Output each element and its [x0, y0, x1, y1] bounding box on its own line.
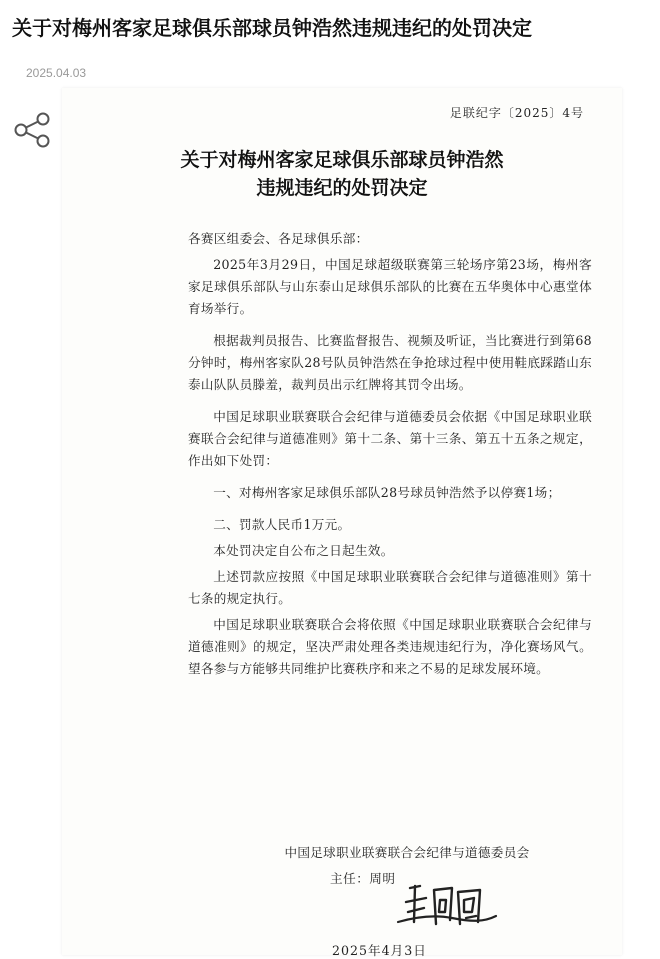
paragraph-effective: 本处罚决定自公布之日起生效。 — [213, 543, 394, 558]
signatory-organization: 中国足球职业联赛联合会纪律与道德委员会 — [284, 845, 530, 860]
paragraph-basis: 中国足球职业联赛联合会纪律与道德委员会依据《中国足球职业联赛联合会纪律与道德准则》第十二条、第十三条、第五十五条之规定，作出如下处罚： — [188, 409, 592, 468]
document-title — [62, 146, 622, 202]
paragraph-closing: 中国足球职业联赛联合会将依照《中国足球职业联赛联合会纪律与道德准则》的规定，坚决严肃处理各类违规违纪行为，净化赛场风气。望各参与方能够共同维护比赛秩序和来之不易的足球发展环境。 — [188, 617, 592, 676]
publish-date: 2025.04.03 — [26, 66, 87, 80]
salutation: 各赛区组委会、各足球俱乐部： — [188, 231, 369, 246]
signatory-chair: 主任：周明 — [330, 871, 396, 886]
paragraph-fine-execution: 上述罚款应按照《中国足球职业联赛联合会纪律与道德准则》第十七条的规定执行。 — [188, 569, 592, 606]
paragraph-incident: 根据裁判员报告、比赛监督报告、视频及听证，当比赛进行到第68分钟时，梅州客家队28号队员钟浩然在争抢球过程中使用鞋底踩踏山东泰山队队员滕羞，裁判员出示红牌将其罚令出场。 — [188, 333, 592, 392]
penalty-fine: 二、罚款人民币1万元。 — [213, 517, 351, 532]
document-title-line-1: 关于对梅州客家足球俱乐部球员钟浩然 — [180, 149, 504, 171]
share-icon[interactable] — [14, 112, 52, 148]
notice-document — [62, 88, 622, 958]
handwritten-signature — [392, 878, 502, 934]
document-title-line-2: 违规违纪的处罚决定 — [256, 177, 428, 199]
document-number: 足联纪字〔2025〕4号 — [449, 106, 584, 120]
signing-date: 2025年4月3日 — [332, 943, 427, 958]
article-title: 关于对梅州客家足球俱乐部球员钟浩然违规违纪的处罚决定 — [12, 16, 532, 40]
document-body — [188, 228, 592, 690]
paragraph-match-info: 2025年3月29日，中国足球超级联赛第三轮场序第23场，梅州客家足球俱乐部队与山东泰山足球俱乐部队的比赛在五华奥体中心惠堂体育场举行。 — [188, 257, 592, 316]
penalty-suspension: 一、对梅州客家足球俱乐部队28号球员钟浩然予以停赛1场； — [213, 485, 561, 500]
